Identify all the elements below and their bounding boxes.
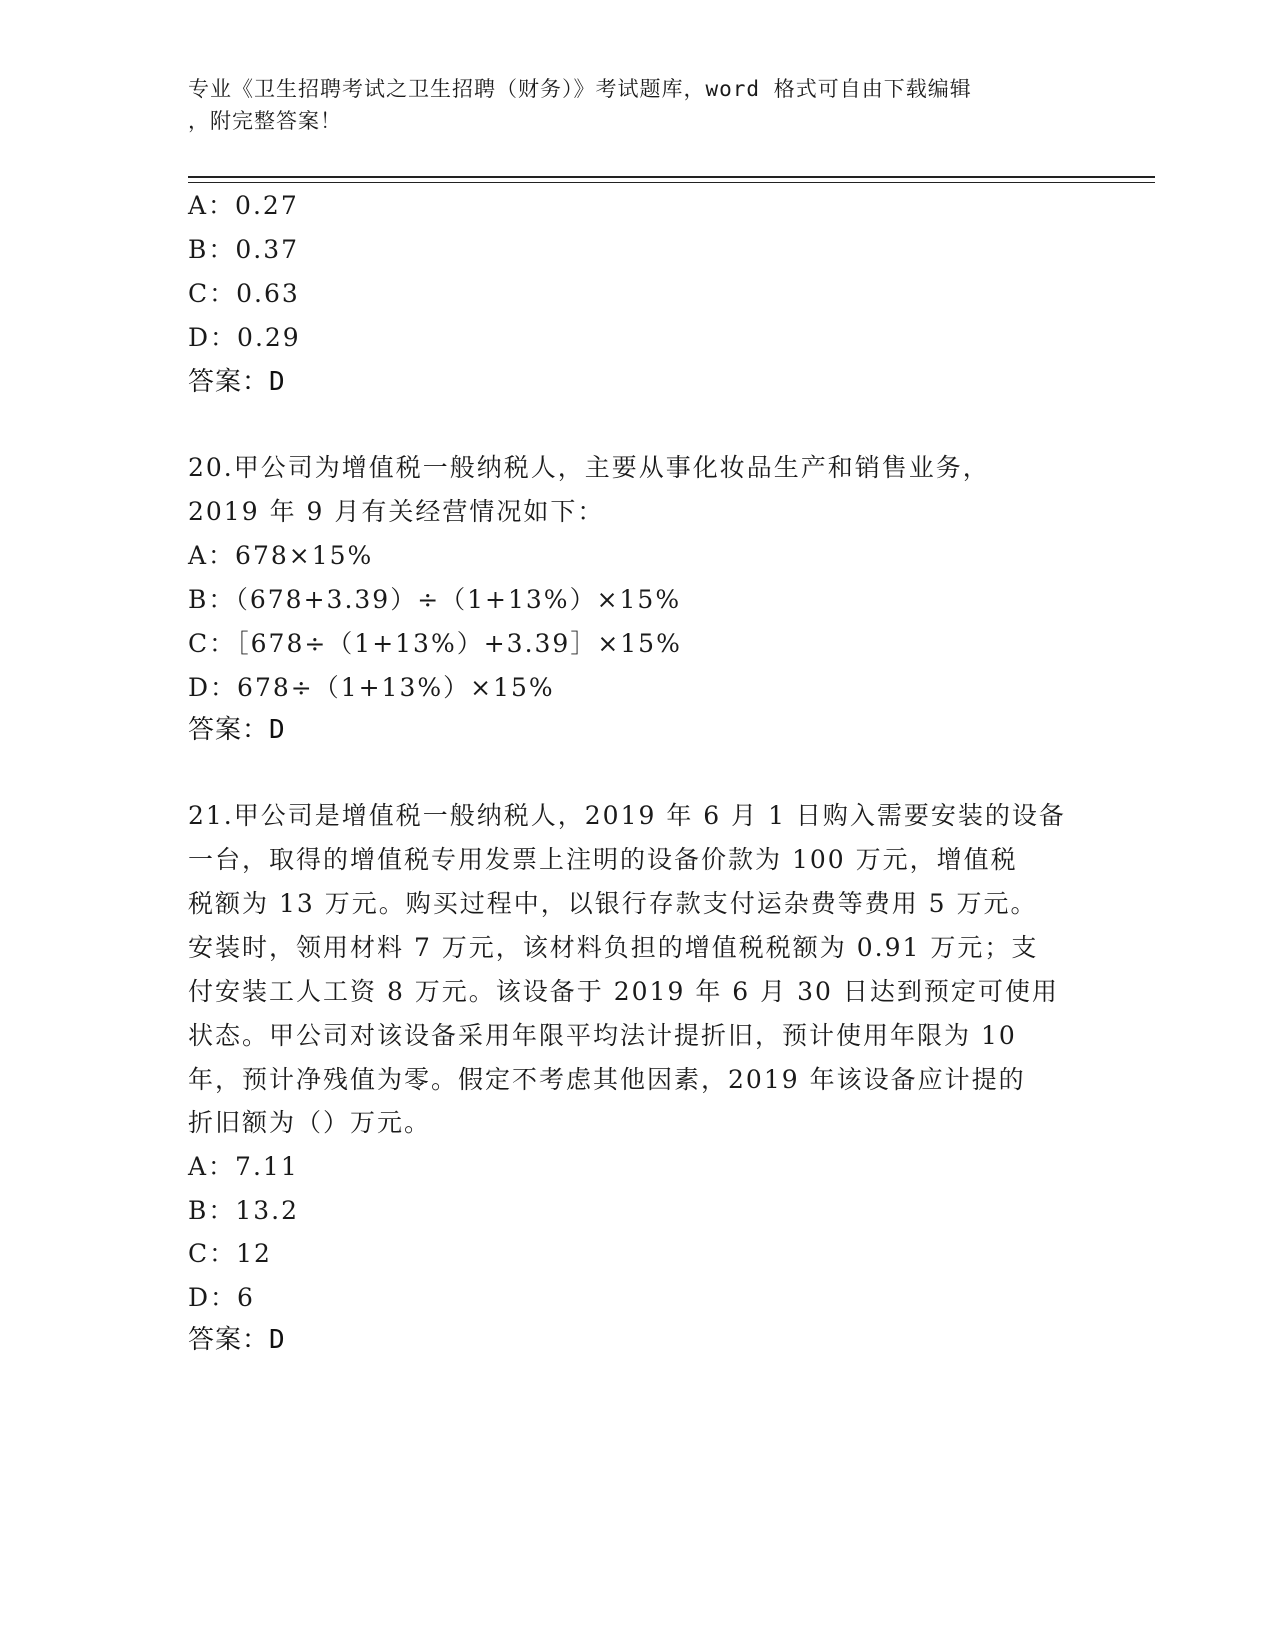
q21-answer: 答案：D [188, 1325, 286, 1355]
q19-option-b: B：0.37 [188, 235, 300, 264]
q21-stem-line-3: 税额为 13 万元。购买过程中，以银行存款支付运杂费等费用 5 万元。 [188, 889, 1038, 918]
q20-option-b: B：（678+3.39）÷（1+13%）×15% [188, 585, 682, 614]
q19-option-c: C：0.63 [188, 279, 300, 308]
q21-option-d: D：6 [188, 1283, 255, 1312]
q21-option-a: A：7.11 [188, 1152, 299, 1181]
q21-stem-line-6: 状态。甲公司对该设备采用年限平均法计提折旧，预计使用年限为 10 [188, 1021, 1017, 1050]
q20-answer: 答案：D [188, 715, 286, 745]
header-line-1: 专业《卫生招聘考试之卫生招聘（财务）》考试题库，word 格式可自由下载编辑 [188, 77, 972, 101]
header-divider-thick [188, 176, 1155, 178]
q21-stem-line-1: 21.甲公司是增值税一般纳税人，2019 年 6 月 1 日购入需要安装的设备 [188, 801, 1066, 830]
q19-option-d: D：0.29 [188, 323, 301, 352]
q20-stem-line-1: 20.甲公司为增值税一般纳税人，主要从事化妆品生产和销售业务， [188, 453, 990, 482]
document-header [188, 73, 1088, 137]
header-divider-thin [188, 182, 1155, 183]
q19-answer: 答案：D [188, 367, 286, 397]
q21-stem-line-7: 年，预计净残值为零。假定不考虑其他因素，2019 年该设备应计提的 [188, 1065, 1026, 1094]
q20-stem-line-2: 2019 年 9 月有关经营情况如下： [188, 497, 605, 526]
q21-stem-line-4: 安装时，领用材料 7 万元，该材料负担的增值税税额为 0.91 万元；支 [188, 933, 1039, 962]
header-line-2: ，附完整答案！ [188, 109, 342, 133]
q21-stem-line-2: 一台，取得的增值税专用发票上注明的设备价款为 100 万元，增值税 [188, 845, 1018, 874]
q21-stem-line-8: 折旧额为（）万元。 [188, 1108, 432, 1137]
q20-option-d: D：678÷（1+13%）×15% [188, 673, 555, 702]
q20-option-a: A：678×15% [188, 541, 374, 570]
q21-option-b: B：13.2 [188, 1196, 300, 1225]
q21-option-c: C：12 [188, 1239, 272, 1268]
q19-option-a: A：0.27 [188, 191, 299, 220]
q20-option-c: C：［678÷（1+13%）+3.39］×15% [188, 629, 682, 658]
q21-stem-line-5: 付安装工人工资 8 万元。该设备于 2019 年 6 月 30 日达到预定可使用 [188, 977, 1059, 1006]
